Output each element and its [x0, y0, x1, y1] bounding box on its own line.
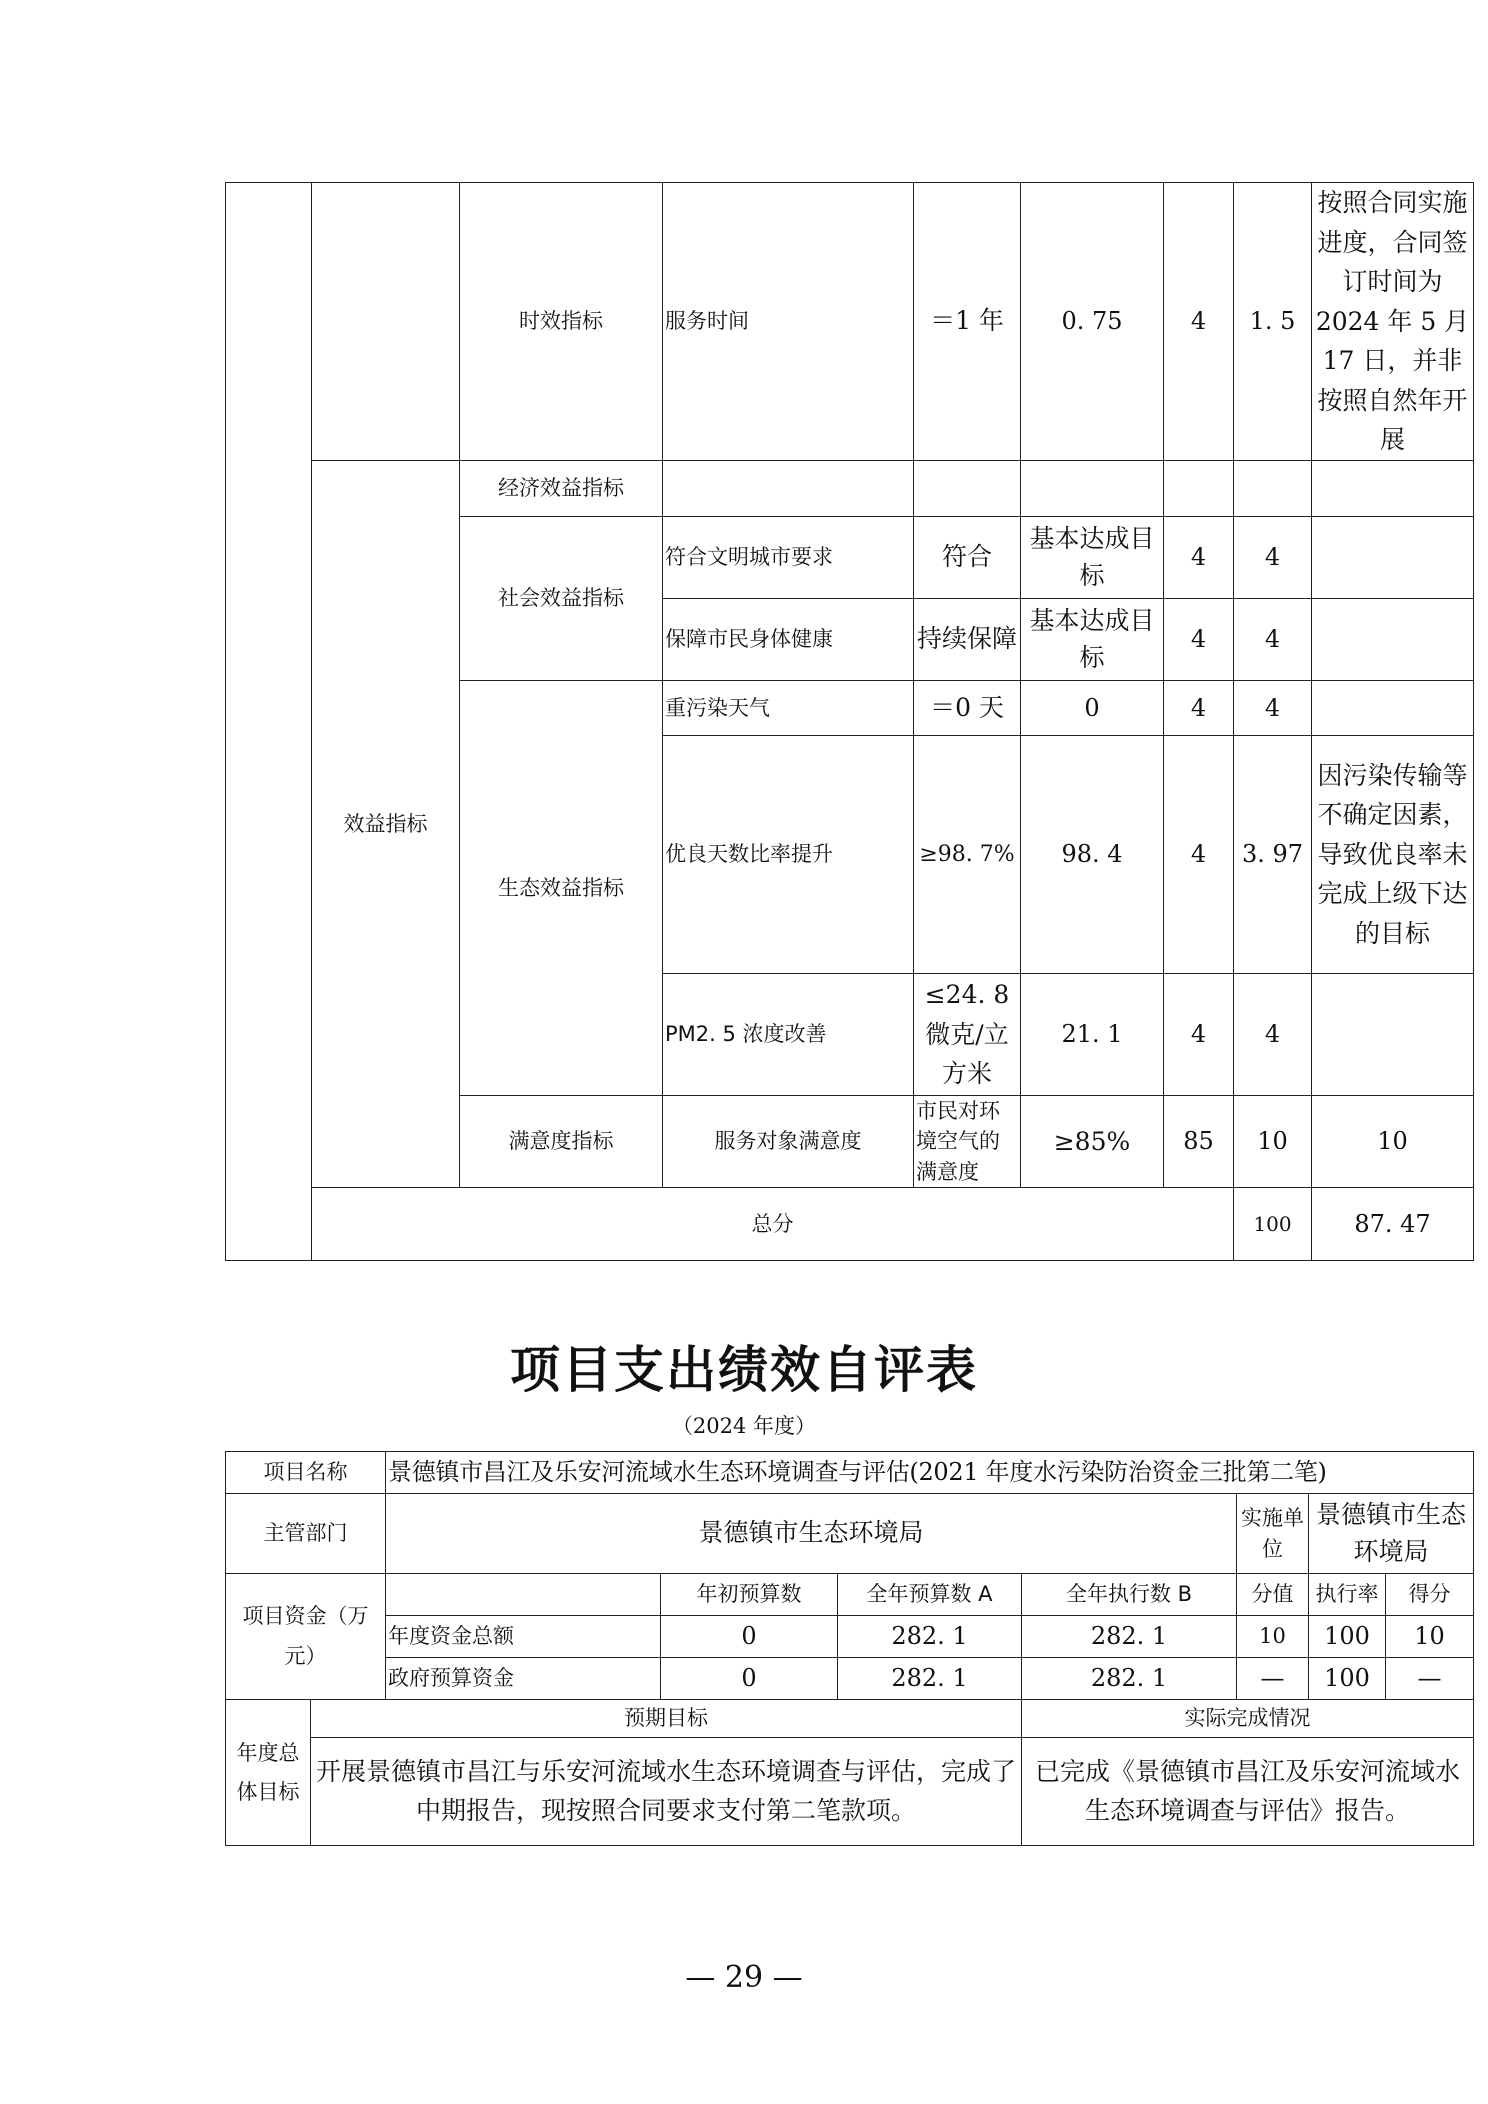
social-score: 4 — [1234, 599, 1312, 681]
ecological-indicator: 优良天数比率提升 — [663, 736, 914, 974]
social-indicator: 保障市民身体健康 — [663, 599, 914, 681]
timeliness-actual: 0. 75 — [1021, 183, 1164, 461]
social-actual: 基本达成目标 — [1021, 599, 1164, 681]
actual-text: 已完成《景德镇市昌江及乐安河流域水生态环境调查与评估》报告。 — [1022, 1738, 1474, 1846]
expected-label: 预期目标 — [311, 1700, 1022, 1738]
header-initial: 年初预算数 — [661, 1574, 838, 1616]
ecological-actual: 0 — [1021, 681, 1164, 736]
satisfaction-score: 10 — [1312, 1096, 1474, 1188]
ecological-score: 3. 97 — [1234, 736, 1312, 974]
satisfaction-indicator: 市民对环境空气的满意度 — [914, 1096, 1021, 1188]
year-subtitle: （2024 年度） — [671, 1414, 817, 1438]
funds-weight: 10 — [1237, 1616, 1309, 1658]
page-title: 项目支出绩效自评表 — [510, 1340, 978, 1399]
timeliness-weight: 4 — [1164, 183, 1234, 461]
funds-row-label: 年度资金总额 — [386, 1616, 661, 1658]
total-weight: 100 — [1234, 1188, 1312, 1261]
header-rate: 执行率 — [1309, 1574, 1386, 1616]
funds-score: — — [1386, 1658, 1474, 1700]
header-score: 得分 — [1386, 1574, 1474, 1616]
timeliness-note: 按照合同实施进度，合同签订时间为 2024 年 5 月 17 日，并非按照自然年开展 — [1312, 183, 1474, 461]
ecological-category: 生态效益指标 — [460, 681, 663, 1096]
funds-executed: 282. 1 — [1022, 1658, 1237, 1700]
funds-weight: — — [1237, 1658, 1309, 1700]
funds-budget: 282. 1 — [838, 1658, 1022, 1700]
ecological-indicator: 重污染天气 — [663, 681, 914, 736]
ecological-weight: 4 — [1164, 974, 1234, 1096]
satisfaction-category: 服务对象满意度 — [663, 1096, 914, 1188]
dept-value: 景德镇市生态环境局 — [386, 1494, 1237, 1574]
impl-label: 实施单位 — [1237, 1494, 1309, 1574]
funds-initial: 0 — [661, 1616, 838, 1658]
social-target: 符合 — [914, 517, 1021, 599]
header-executed: 全年执行数 B — [1022, 1574, 1237, 1616]
economic-category: 经济效益指标 — [460, 461, 663, 517]
social-actual: 基本达成目标 — [1021, 517, 1164, 599]
funds-budget: 282. 1 — [838, 1616, 1022, 1658]
social-indicator: 符合文明城市要求 — [663, 517, 914, 599]
funds-label: 项目资金（万元） — [226, 1574, 386, 1700]
performance-indicator-table — [225, 182, 1474, 1261]
funds-rate: 100 — [1309, 1658, 1386, 1700]
timeliness-target: ＝1 年 — [914, 183, 1021, 461]
satisfaction-label: 满意度指标 — [460, 1096, 663, 1188]
ecological-note: 因污染传输等不确定因素，导致优良率未完成上级下达的目标 — [1312, 736, 1474, 974]
header-budget: 全年预算数 A — [838, 1574, 1022, 1616]
project-name: 景德镇市昌江及乐安河流域水生态环境调查与评估(2021 年度水污染防治资金三批第二笔) — [386, 1452, 1474, 1494]
ecological-actual: 98. 4 — [1021, 736, 1164, 974]
header-weight: 分值 — [1237, 1574, 1309, 1616]
social-target: 持续保障 — [914, 599, 1021, 681]
funds-executed: 282. 1 — [1022, 1616, 1237, 1658]
social-score: 4 — [1234, 517, 1312, 599]
timeliness-category: 时效指标 — [460, 183, 663, 461]
satisfaction-weight: 10 — [1234, 1096, 1312, 1188]
blank-level2-cell — [312, 183, 460, 461]
total-score: 87. 47 — [1312, 1188, 1474, 1261]
benefit-label: 效益指标 — [312, 461, 460, 1188]
actual-label: 实际完成情况 — [1022, 1700, 1474, 1738]
timeliness-score: 1. 5 — [1234, 183, 1312, 461]
ecological-target: ≥98. 7% — [914, 736, 1021, 974]
ecological-weight: 4 — [1164, 681, 1234, 736]
funds-row-label: 政府预算资金 — [386, 1658, 661, 1700]
goal-label: 年度总体目标 — [226, 1700, 311, 1846]
ecological-score: 4 — [1234, 974, 1312, 1096]
project-name-label: 项目名称 — [226, 1452, 386, 1494]
ecological-score: 4 — [1234, 681, 1312, 736]
timeliness-indicator: 服务时间 — [663, 183, 914, 461]
funds-initial: 0 — [661, 1658, 838, 1700]
funds-rate: 100 — [1309, 1616, 1386, 1658]
impl-value: 景德镇市生态环境局 — [1309, 1494, 1474, 1574]
funds-score: 10 — [1386, 1616, 1474, 1658]
social-weight: 4 — [1164, 599, 1234, 681]
satisfaction-actual: 85 — [1164, 1096, 1234, 1188]
ecological-actual: 21. 1 — [1021, 974, 1164, 1096]
satisfaction-target: ≥85% — [1021, 1096, 1164, 1188]
ecological-indicator: PM2. 5 浓度改善 — [663, 974, 914, 1096]
page-number: — 29 — — [685, 1960, 803, 1995]
dept-label: 主管部门 — [226, 1494, 386, 1574]
social-weight: 4 — [1164, 517, 1234, 599]
ecological-target: ≤24. 8 微克/立方米 — [914, 974, 1021, 1096]
expected-text: 开展景德镇市昌江与乐安河流域水生态环境调查与评估，完成了中期报告，现按照合同要求支付第二笔款项。 — [311, 1738, 1022, 1846]
blank-level1-cell — [226, 183, 312, 1261]
social-category: 社会效益指标 — [460, 517, 663, 681]
project-summary-table — [225, 1451, 1474, 1846]
ecological-weight: 4 — [1164, 736, 1234, 974]
ecological-target: ＝0 天 — [914, 681, 1021, 736]
total-label: 总分 — [312, 1188, 1234, 1261]
